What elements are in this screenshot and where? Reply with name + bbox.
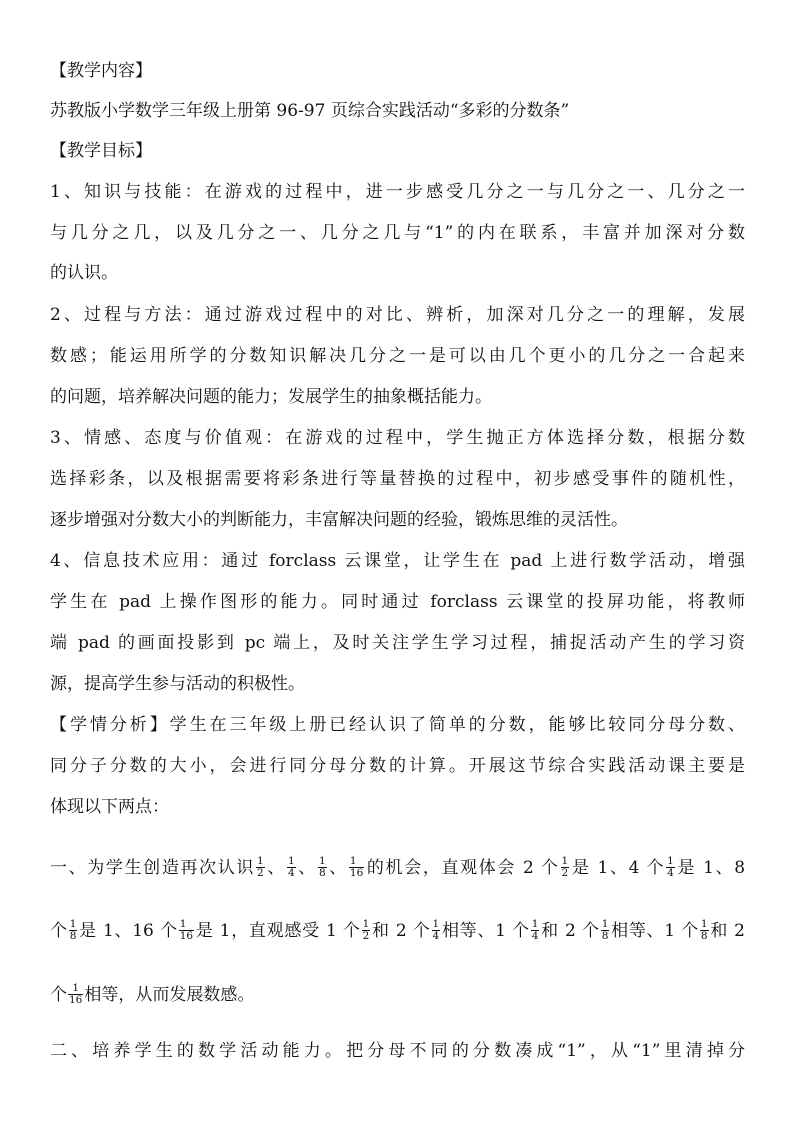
paragraph-line: 1、知识与技能：在游戏的过程中，进一步感受几分之一与几分之一、几分之一	[50, 182, 745, 202]
paragraph-line: 二、培养学生的数学活动能力。把分母不同的分数凑成“1”，从“1”里清掉分	[50, 1041, 745, 1061]
paragraph-line: 学生在 pad 上操作图形的能力。同时通过 forclass 云课堂的投屏功能，将教师	[50, 592, 745, 612]
fraction-paragraph-line	[50, 984, 254, 1007]
paragraph-line: 的问题，培养解决问题的能力；发展学生的抽象概括能力。	[50, 387, 492, 407]
paragraph-line: 4、信息技术应用：通过 forclass 云课堂，让学生在 pad 上进行数学活动，增强	[50, 551, 745, 571]
paragraph-line: 的认识。	[50, 263, 118, 283]
text-run: 是 1、4 个	[570, 858, 666, 878]
text-run: 的机会，直观体会 2 个	[365, 858, 560, 878]
fraction-sixteenth: $\frac{1}{16}$	[69, 982, 83, 1006]
paragraph-line: 苏教版小学数学三年级上册第 96-97 页综合实践活动“多彩的分数条”	[50, 101, 570, 121]
fraction-quarter: $\frac{1}{4}$	[667, 855, 674, 879]
paragraph-line: 源，提高学生参与活动的积极性。	[50, 674, 305, 694]
text-run: 和 2 个	[540, 921, 600, 941]
document-page	[50, 0, 750, 1123]
paragraph-line: 3、情感、态度与价值观：在游戏的过程中，学生抛正方体选择分数，根据分数	[50, 428, 745, 448]
fraction-eighth: $\frac{1}{8}$	[601, 918, 609, 942]
paragraph-line: 同分子分数的大小，会进行同分母分数的计算。开展这节综合实践活动课主要是	[50, 756, 745, 776]
fraction-eighth: $\frac{1}{8}$	[69, 918, 77, 942]
text-run: 一、为学生创造再次认识	[50, 858, 255, 878]
paragraph-line: 与几分之几，以及几分之一、几分之几与“1”的内在联系，丰富并加深对分数	[50, 223, 745, 243]
paragraph-line: 体现以下两点：	[50, 797, 169, 817]
heading-teaching-content: 【教学内容】	[50, 61, 152, 81]
fraction-sixteenth: $\frac{1}{16}$	[179, 918, 194, 942]
text-run: 相等、1 个	[610, 921, 699, 941]
heading-teaching-goals: 【教学目标】	[50, 141, 152, 161]
text-run: 、	[327, 858, 348, 878]
text-run: 是 1，直观感受 1 个	[195, 921, 361, 941]
text-run: 是 1、8	[675, 858, 746, 878]
fraction-quarter: $\frac{1}{4}$	[531, 918, 539, 942]
fraction-sixteenth: $\frac{1}{16}$	[349, 855, 364, 879]
paragraph-line: 选择彩条，以及根据需要将彩条进行等量替换的过程中，初步感受事件的随机性，	[50, 469, 745, 489]
fraction-eighth: $\frac{1}{8}$	[318, 855, 326, 879]
text-run: 个	[50, 921, 68, 941]
fraction-half: $\frac{1}{2}$	[362, 918, 370, 942]
paragraph-line: 2、过程与方法：通过游戏过程中的对比、辨析，加深对几分之一的理解，发展	[50, 305, 745, 325]
text-run: 相等、1 个	[441, 921, 530, 941]
text-run: 、	[265, 858, 286, 878]
text-run: 、	[296, 858, 317, 878]
text-run: 是 1、16 个	[78, 921, 178, 941]
paragraph-line: 【学情分析】学生在三年级上册已经认识了简单的分数，能够比较同分母分数、	[50, 715, 745, 735]
paragraph-line: 端 pad 的画面投影到 pc 端上，及时关注学生学习过程，捕捉活动产生的学习资	[50, 633, 745, 653]
paragraph-line: 数感；能运用所学的分数知识解决几分之一是可以由几个更小的几分之一合起来	[50, 346, 745, 366]
text-run: 和 2 个	[371, 921, 431, 941]
text-run: 个	[50, 985, 67, 1005]
text-run: 和 2	[709, 921, 745, 941]
fraction-half: $\frac{1}{2}$	[561, 855, 569, 879]
fraction-quarter: $\frac{1}{4}$	[432, 918, 440, 942]
fraction-paragraph-line	[50, 857, 745, 880]
fraction-eighth: $\frac{1}{8}$	[700, 918, 708, 942]
fraction-paragraph-line	[50, 920, 745, 943]
paragraph-line: 逐步增强对分数大小的判断能力，丰富解决问题的经验，锻炼思维的灵活性。	[50, 510, 628, 530]
fraction-half: $\frac{1}{2}$	[257, 855, 264, 879]
fraction-quarter: $\frac{1}{4}$	[287, 855, 295, 879]
text-run: 相等，从而发展数感。	[84, 985, 255, 1005]
